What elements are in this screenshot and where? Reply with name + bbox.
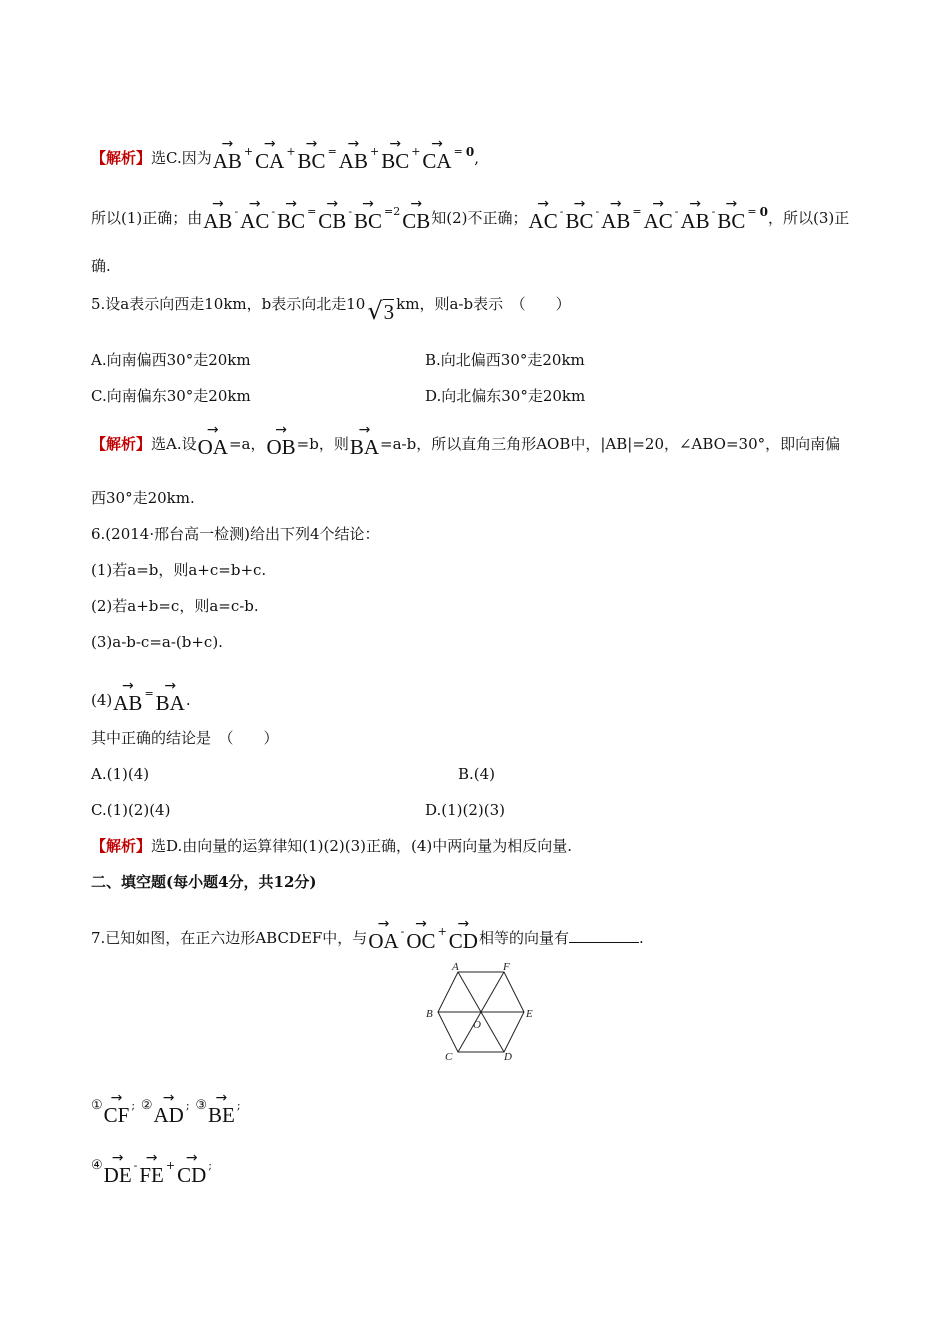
vector: → OA: [198, 436, 228, 458]
vector: → BE: [208, 1104, 235, 1126]
operator: =: [327, 145, 337, 158]
text: =a，: [228, 435, 266, 453]
analysis-tag: 【解析】: [91, 435, 152, 453]
separator: ;: [131, 1099, 136, 1112]
vector: → CB: [402, 210, 430, 232]
vector: → FE: [139, 1164, 164, 1186]
text: km，则a-b表示 （ ）: [396, 295, 571, 313]
question-7: [91, 921, 644, 952]
operator: =: [747, 205, 757, 218]
vector: → AB: [339, 150, 368, 172]
vector: → AC: [240, 210, 269, 232]
radicand: 3: [383, 300, 395, 324]
operator: +: [437, 925, 447, 938]
q7-choices-1-3: [91, 1095, 242, 1126]
conclusion-4: [91, 683, 191, 714]
label-e: E: [526, 1008, 533, 1020]
vector: → AB: [113, 692, 142, 714]
label-b: B: [426, 1008, 433, 1020]
choice-number: ②: [140, 1098, 153, 1113]
text: .: [185, 691, 191, 709]
operator: +: [286, 145, 296, 158]
operator: =: [144, 687, 154, 700]
operator: -: [559, 205, 564, 218]
vector: → BA: [350, 436, 379, 458]
vector: → BC: [565, 210, 593, 232]
analysis-line-q4a: [91, 141, 479, 172]
analysis-line-q5a: [91, 433, 840, 458]
analysis-line-q6: [91, 835, 572, 857]
label-f: F: [503, 961, 510, 973]
operator: -: [400, 925, 405, 938]
vector: → BC: [354, 210, 382, 232]
text: 所以(1)正确；由: [91, 209, 203, 227]
vector: → AC: [529, 210, 558, 232]
analysis-line-q4c: 确.: [91, 257, 111, 275]
text: (4): [91, 691, 113, 709]
label-c: C: [445, 1051, 453, 1063]
vector: → AD: [154, 1104, 184, 1126]
vector: → AB: [203, 210, 232, 232]
operator: +: [411, 145, 421, 158]
question-5: [91, 293, 571, 325]
option-6c: C.(1)(2)(4): [91, 801, 171, 819]
vector: → BC: [717, 210, 745, 232]
label-d: D: [504, 1051, 512, 1063]
q7-choice-4: [91, 1155, 213, 1186]
option-6a: A.(1)(4): [91, 765, 150, 783]
hexagon-figure: [418, 960, 538, 1064]
separator: ;: [208, 1159, 213, 1172]
vector: → AB: [213, 150, 242, 172]
choice-number: ③: [195, 1098, 207, 1113]
option-5b: B.向北偏西30°走20km: [425, 351, 585, 369]
text: 相等的向量有: [478, 929, 569, 947]
analysis-line-q5b: 西30°走20km.: [91, 489, 195, 507]
conclusion-1: (1)若a=b，则a+c=b+c.: [91, 561, 267, 579]
conclusion-2: (2)若a+b=c，则a=c-b.: [91, 597, 259, 615]
option-5d: D.向北偏东30°走20km: [425, 387, 586, 405]
operator: -: [711, 205, 716, 218]
operator: +: [243, 145, 254, 158]
operator: -: [674, 205, 679, 218]
text: 选D.由向量的运算律知(1)(2)(3)正确，(4)中两向量为相反向量.: [151, 837, 573, 855]
vector: → AC: [644, 210, 673, 232]
option-5a: A.向南偏西30°走20km: [91, 351, 251, 369]
conclusion-3: (3)a-b-c=a-(b+c).: [91, 633, 223, 651]
text: =b，则: [296, 435, 349, 453]
operator: =: [307, 205, 317, 218]
zero-vector: 0: [759, 205, 768, 219]
operator: +: [369, 145, 380, 158]
vector: → CF: [104, 1104, 130, 1126]
option-6b: B.(4): [458, 765, 496, 783]
analysis-line-q4b: [91, 201, 849, 232]
operator: +: [165, 1159, 176, 1172]
operator: =: [453, 145, 463, 158]
vector: → OA: [368, 930, 398, 952]
section-heading: 二、填空题(每小题4分，共12分): [91, 873, 317, 891]
operator: -: [133, 1159, 138, 1172]
vector: → DE: [104, 1164, 132, 1186]
option-6d: D.(1)(2)(3): [425, 801, 506, 819]
vector: → AB: [601, 210, 630, 232]
vector: → CB: [318, 210, 346, 232]
operator: -: [234, 205, 239, 218]
operator: =2: [384, 205, 401, 218]
text: 7.已知如图，在正六边形ABCDEF中，与: [91, 929, 368, 947]
vector: → BC: [298, 150, 326, 172]
label-a: A: [452, 961, 459, 973]
text: 5.设a表示向西走10km，b表示向北走10: [91, 295, 366, 313]
operator: -: [348, 205, 353, 218]
vector: → CD: [449, 930, 478, 952]
vector: → BC: [277, 210, 305, 232]
question-6: 6.(2014·邢台高一检测)给出下列4个结论：: [91, 525, 380, 543]
vector: → BA: [156, 692, 185, 714]
text: ,: [474, 149, 479, 167]
separator: ;: [185, 1099, 190, 1112]
vector: → CA: [422, 150, 451, 172]
choice-number: ①: [91, 1098, 103, 1113]
text: ，所以(3)正: [767, 209, 850, 227]
choice-number: ④: [91, 1158, 103, 1173]
operator: -: [595, 205, 600, 218]
vector: → CA: [255, 150, 284, 172]
vector: → BC: [381, 150, 409, 172]
sqrt-symbol: √3: [367, 297, 395, 325]
answer-blank: [569, 928, 639, 943]
vector: → AB: [680, 210, 709, 232]
zero-vector: 0: [465, 145, 475, 159]
text: .: [638, 929, 644, 947]
text: =a-b，所以直角三角形AOB中，|AB|=20，∠ABO=30°，即向南偏: [380, 435, 841, 453]
analysis-tag: 【解析】: [91, 149, 152, 167]
text: 选C.因为: [151, 149, 212, 167]
vector: → CD: [177, 1164, 206, 1186]
text: 知(2)不正确；: [431, 209, 528, 227]
analysis-tag: 【解析】: [91, 837, 152, 855]
operator: -: [271, 205, 276, 218]
option-5c: C.向南偏东30°走20km: [91, 387, 251, 405]
vector: → OC: [406, 930, 435, 952]
text: 选A.设: [151, 435, 197, 453]
operator: =: [632, 205, 642, 218]
question-6-ask: 其中正确的结论是 （ ）: [91, 729, 279, 747]
separator: ;: [236, 1099, 241, 1112]
label-o: O: [473, 1019, 481, 1031]
vector: → OB: [266, 436, 295, 458]
